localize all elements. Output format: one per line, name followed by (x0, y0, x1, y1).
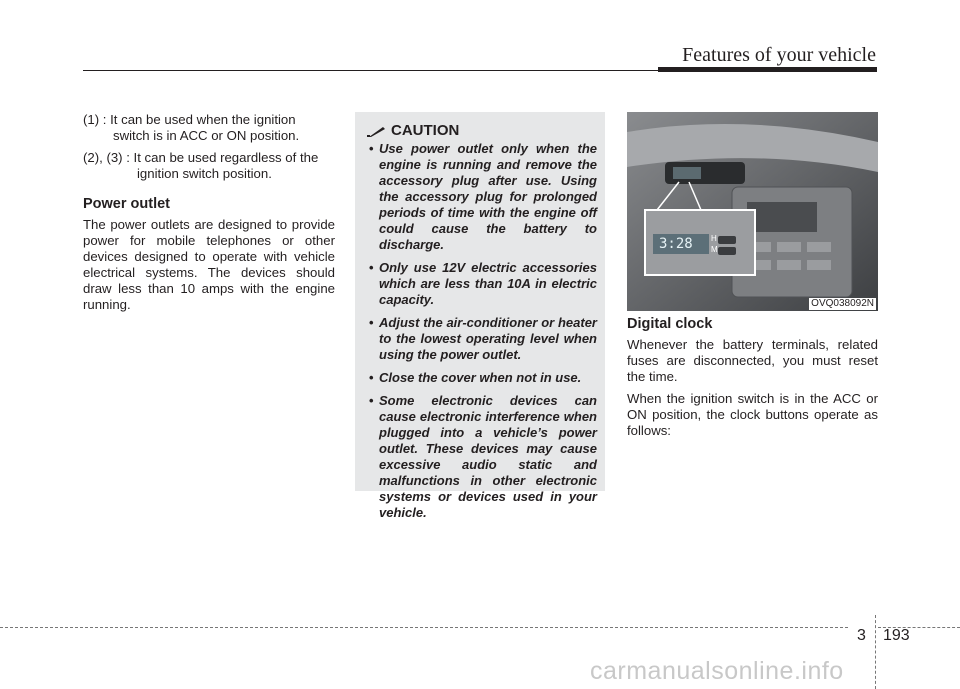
outlet-item-1-cont: switch is in ACC or ON position. (113, 128, 300, 143)
watermark: carmanualsonline.info (590, 657, 844, 685)
outlet-item-1 (83, 112, 335, 144)
digital-clock-heading: Digital clock (627, 316, 713, 332)
caution-item-text: Close the cover when not in use. (379, 370, 582, 385)
header-title: Features of your vehicle (682, 44, 876, 66)
caution-item (365, 370, 597, 386)
caution-item (365, 260, 597, 308)
bullet: • (369, 315, 374, 330)
dashboard-illustration (627, 112, 878, 311)
section-number: 3 (857, 627, 866, 644)
footer-rule (0, 627, 848, 629)
caution-item-text: Adjust the air-conditioner or heater to the lowest operating level when using the power outlet. (379, 315, 597, 362)
left-column (83, 112, 335, 319)
caution-item-text: Only use 12V electric accessories which are less than 10A in electric capacity. (379, 260, 597, 307)
caution-item-text: Use power outlet only when the engine is running and remove the accessory plug after use. Using the accessory plug for prolonged periods of time with the engine off could cause the battery to discharge. (379, 141, 597, 252)
caution-item (365, 315, 597, 363)
right-column (627, 316, 878, 445)
power-outlet-heading: Power outlet (83, 196, 171, 212)
footer-separator (875, 615, 877, 689)
page-number: 193 (883, 627, 910, 644)
outlet-item-2-lead: (2), (3) : It can be used regardless of the (83, 150, 319, 165)
digital-clock-para-2: When the ignition switch is in the ACC or ON position, the clock buttons operate as follows: (627, 391, 878, 438)
outlet-item-2 (83, 150, 335, 182)
clock-readout: 3:28 (659, 236, 693, 252)
caution-item-text: Some electronic devices can cause electronic interference when plugged into a vehicle’s power outlet. These devices may cause excessive audio static and malfunctions in other electronic systems or devices used in your vehicle. (379, 393, 597, 520)
outlet-item-2-cont: ignition switch position. (137, 166, 272, 181)
bullet: • (369, 260, 374, 275)
caution-item (365, 393, 597, 521)
caution-title: CAUTION (391, 122, 460, 139)
bullet: • (369, 370, 374, 385)
dashboard-clock-photo (627, 112, 878, 311)
digital-clock-para-1: Whenever the battery terminals, related fuses are disconnected, you must reset the time. (627, 337, 878, 384)
clock-minute-button-label: M (711, 245, 718, 254)
clock-hour-button-label: H (711, 234, 717, 243)
bullet: • (369, 141, 374, 156)
caution-list (355, 141, 605, 521)
bullet: • (369, 393, 374, 408)
caution-item (365, 141, 597, 253)
header-rule-accent (658, 67, 877, 72)
caution-header (367, 122, 605, 139)
power-outlet-body: The power outlets are designed to provide power for mobile telephones or other devices designed to operate with vehicle electrical systems. The devices should draw less than 10 amps with the engine running. (83, 217, 335, 312)
caution-pencil-icon (367, 125, 385, 137)
outlet-item-1-lead: (1) : It can be used when the ignition (83, 112, 296, 127)
figure-code: OVQ038092N (811, 298, 874, 309)
caution-box (355, 112, 605, 520)
